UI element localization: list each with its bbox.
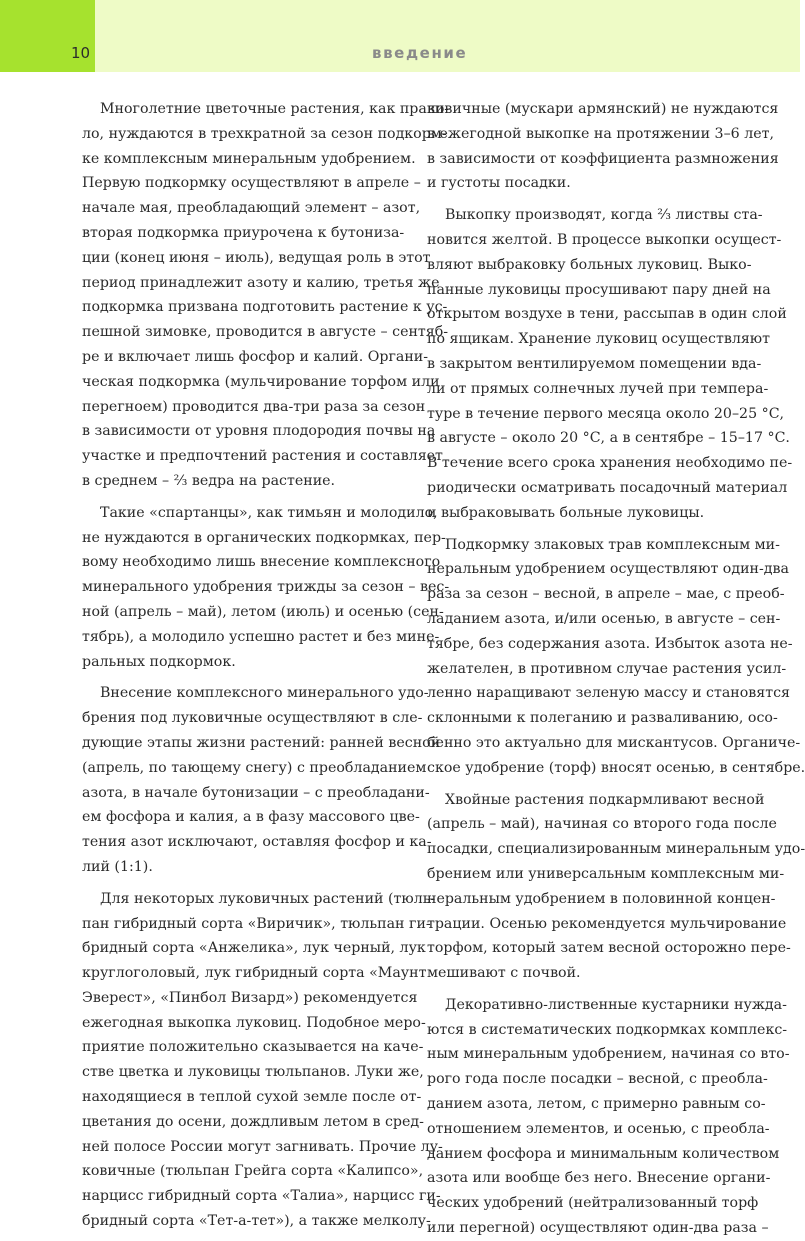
section-title: введение — [372, 44, 468, 62]
text-line: приятие положительно сказывается на каче- — [82, 1039, 424, 1056]
text-line: или перегной) осуществляют один-два раза – — [427, 1220, 769, 1237]
paragraph — [427, 203, 793, 525]
text-line: панные луковицы просушивают пару дней на — [427, 281, 771, 298]
text-line: склонными к полеганию и разваливанию, осо- — [427, 710, 778, 727]
text-line: ке комплексным минеральным удобрением. — [82, 150, 416, 167]
page-number: 10 — [71, 44, 91, 62]
text-line: данием азота, летом, с примерно равным со- — [427, 1096, 766, 1113]
text-line: туре в течение первого месяца около 20–25 °С, — [427, 405, 785, 422]
text-line: ленно наращивают зеленую массу и становятся — [427, 685, 790, 702]
text-line: участке и предпочтений растения и составляет — [82, 448, 443, 465]
text-line: ладанием азота, и/или осенью, в августе – сен- — [427, 610, 781, 627]
page-header — [0, 0, 800, 72]
text-line: круглоголовый, лук гибридный сорта «Маунт — [82, 965, 427, 982]
text-line: брением или универсальным комплексным ми- — [427, 865, 785, 882]
text-line: мешивают с почвой. — [427, 965, 581, 982]
text-line: Выкопку производят, когда ⅔ листвы ста- — [445, 207, 763, 224]
paragraph — [82, 887, 443, 1234]
text-line: начале мая, преобладающий элемент – азот, — [82, 200, 421, 217]
text-line: дующие этапы жизни растений: ранней весной — [82, 734, 441, 751]
text-line: трации. Осенью рекомендуется мульчирование — [427, 915, 787, 932]
text-line: ре и включает лишь фосфор и калий. Органи- — [82, 348, 429, 365]
paragraph-gap — [427, 986, 749, 993]
text-line: отношением элементов, и осенью, с преобла- — [427, 1120, 770, 1137]
text-line: Многолетние цветочные растения, как прави- — [100, 101, 450, 117]
text-line: бридный сорта «Анжелика», лук черный, лук — [82, 940, 426, 957]
text-line: в зависимости от уровня плодородия почвы на — [82, 423, 436, 440]
text-line: рого года после посадки – весной, с преобла- — [427, 1071, 768, 1088]
text-line: В течение всего срока хранения необходимо пе- — [427, 455, 793, 472]
text-line: ным минеральным удобрением, начиная со вто- — [427, 1046, 790, 1063]
text-line: минерального удобрения трижды за сезон – вес- — [82, 579, 450, 596]
text-line: цветания до осени, дождливым летом в сред- — [82, 1113, 424, 1130]
text-line: брения под луковичные осуществляют в сле- — [82, 710, 423, 727]
text-line: ческих удобрений (нейтрализованный торф — [427, 1195, 759, 1212]
paragraph-gap — [82, 880, 404, 887]
text-line: Первую подкормку осуществляют в апреле – — [82, 175, 421, 192]
text-line: Такие «спартанцы», как тимьян и молодило, — [100, 504, 438, 521]
paragraph-gap — [82, 674, 404, 681]
text-line: желателен, в противном случае растения усил- — [427, 660, 787, 677]
paragraph-gap — [427, 781, 749, 788]
text-line: неральным удобрением осуществляют один-два — [427, 561, 789, 578]
paragraph — [82, 97, 450, 494]
text-line: ются в систематических подкормках комплекс- — [427, 1021, 788, 1038]
text-line: неральным удобрением в половинной концен- — [427, 890, 776, 907]
text-line: Декоративно-лиственные кустарники нужда- — [445, 996, 787, 1013]
text-line: в среднем – ⅔ ведра на растение. — [82, 472, 336, 489]
left-text-column — [82, 97, 450, 1230]
text-line: ло, нуждаются в трехкратной за сезон подкорм- — [82, 125, 447, 142]
text-line: пешной зимовке, проводится в августе – сентяб- — [82, 324, 449, 341]
text-line: бенно это актуально для мискантусов. Органиче- — [427, 734, 801, 751]
text-line: азота или вообще без него. Внесение органи- — [427, 1170, 771, 1187]
text-line: Подкормку злаковых трав комплексным ми- — [445, 536, 780, 553]
paragraph — [427, 533, 805, 781]
text-line: ское удобрение (торф) вносят осенью, в сентябре. — [427, 759, 805, 776]
text-line: период принадлежит азоту и калию, третья же — [82, 274, 440, 291]
text-line: вому необходимо лишь внесение комплексного — [82, 554, 441, 571]
paragraph — [427, 788, 805, 986]
text-line: тябре, без содержания азота. Избыток азота не- — [427, 635, 793, 652]
text-line: Для некоторых луковичных растений (тюль- — [100, 890, 436, 907]
text-line: Внесение комплексного минерального удо- — [100, 685, 429, 702]
text-line: и густоты посадки. — [427, 175, 571, 192]
text-line: открытом воздухе в тени, рассыпав в один слой — [427, 306, 787, 323]
text-line: в зависимости от коэффициента размножения — [427, 150, 779, 167]
text-line: находящиеся в теплой сухой земле после от- — [82, 1089, 422, 1106]
text-line: ковичные (тюльпан Грейга сорта «Калипсо», — [82, 1163, 424, 1180]
text-line: ней полосе России могут загнивать. Прочие лу- — [82, 1138, 443, 1155]
text-line: в августе – около 20 °С, а в сентябре – 15–17 °С. — [427, 430, 790, 447]
text-line: ной (апрель – май), летом (июль) и осенью (сен- — [82, 603, 444, 620]
text-line: и выбраковывать больные луковицы. — [427, 504, 705, 521]
text-line: (апрель, по тающему снегу) с преобладанием — [82, 759, 427, 776]
text-line: по ящикам. Хранение луковиц осуществляют — [427, 331, 771, 348]
text-line: азота, в начале бутонизации – с преобладани- — [82, 784, 430, 801]
text-line: торфом, который затем весной осторожно пере- — [427, 940, 791, 957]
text-line: (апрель – май), начиная со второго года после — [427, 816, 777, 833]
text-line: не нуждаются в органических подкормках, пер- — [82, 529, 446, 546]
text-line: нарцисс гибридный сорта «Талиа», нарцисс ги- — [82, 1188, 441, 1205]
paragraph-gap — [427, 526, 749, 533]
text-line: вторая подкормка приурочена к бутониза- — [82, 224, 405, 241]
text-line: Хвойные растения подкармливают весной — [445, 791, 765, 808]
text-line: тябрь), а молодило успешно растет и без мине- — [82, 628, 440, 645]
text-line: Эверест», «Пинбол Визард») рекомендуется — [82, 989, 418, 1006]
text-line: ли от прямых солнечных лучей при темпера- — [427, 380, 769, 397]
text-line: вляют выбраковку больных луковиц. Выко- — [427, 256, 752, 273]
text-line: ции (конец июня – июль), ведущая роль в этот — [82, 249, 431, 266]
text-line: пан гибридный сорта «Виричик», тюльпан ги- — [82, 915, 431, 932]
text-line: ем фосфора и калия, а в фазу массового цве- — [82, 809, 420, 826]
text-line: ежегодная выкопка луковиц. Подобное меро- — [82, 1014, 426, 1031]
text-line: тения азот исключают, оставляя фосфор и ка- — [82, 834, 432, 851]
paragraph-gap — [82, 494, 404, 501]
text-line: посадки, специализированным минеральным удо- — [427, 841, 805, 858]
paragraph — [427, 993, 790, 1241]
paragraph — [427, 97, 779, 196]
paragraph-gap — [427, 196, 749, 203]
text-line: лий (1:1). — [82, 858, 153, 875]
right-text-column — [427, 97, 805, 1237]
text-line: ческая подкормка (мульчирование торфом или — [82, 373, 440, 390]
text-line: данием фосфора и минимальным количеством — [427, 1145, 780, 1162]
paragraph — [82, 681, 441, 879]
text-line: перегноем) проводится два-три раза за сезон — [82, 398, 426, 415]
text-line: стве цветка и луковицы тюльпанов. Луки же, — [82, 1064, 424, 1081]
text-line: ральных подкормок. — [82, 653, 236, 670]
text-line: бридный сорта «Тет-а-тет»), а также мелколу- — [82, 1213, 431, 1230]
text-line: риодически осматривать посадочный материал — [427, 479, 788, 496]
text-line: ковичные (мускари армянский) не нуждаются — [427, 101, 779, 117]
text-line: новится желтой. В процессе выкопки осущест- — [427, 231, 782, 248]
paragraph — [82, 501, 450, 675]
text-line: подкормка призвана подготовить растение к ус- — [82, 299, 448, 316]
text-line: в ежегодной выкопке на протяжении 3–6 лет, — [427, 125, 774, 142]
text-line: в закрытом вентилируемом помещении вда- — [427, 355, 762, 372]
text-line: раза за сезон – весной, в апреле – мае, с преоб- — [427, 586, 785, 603]
